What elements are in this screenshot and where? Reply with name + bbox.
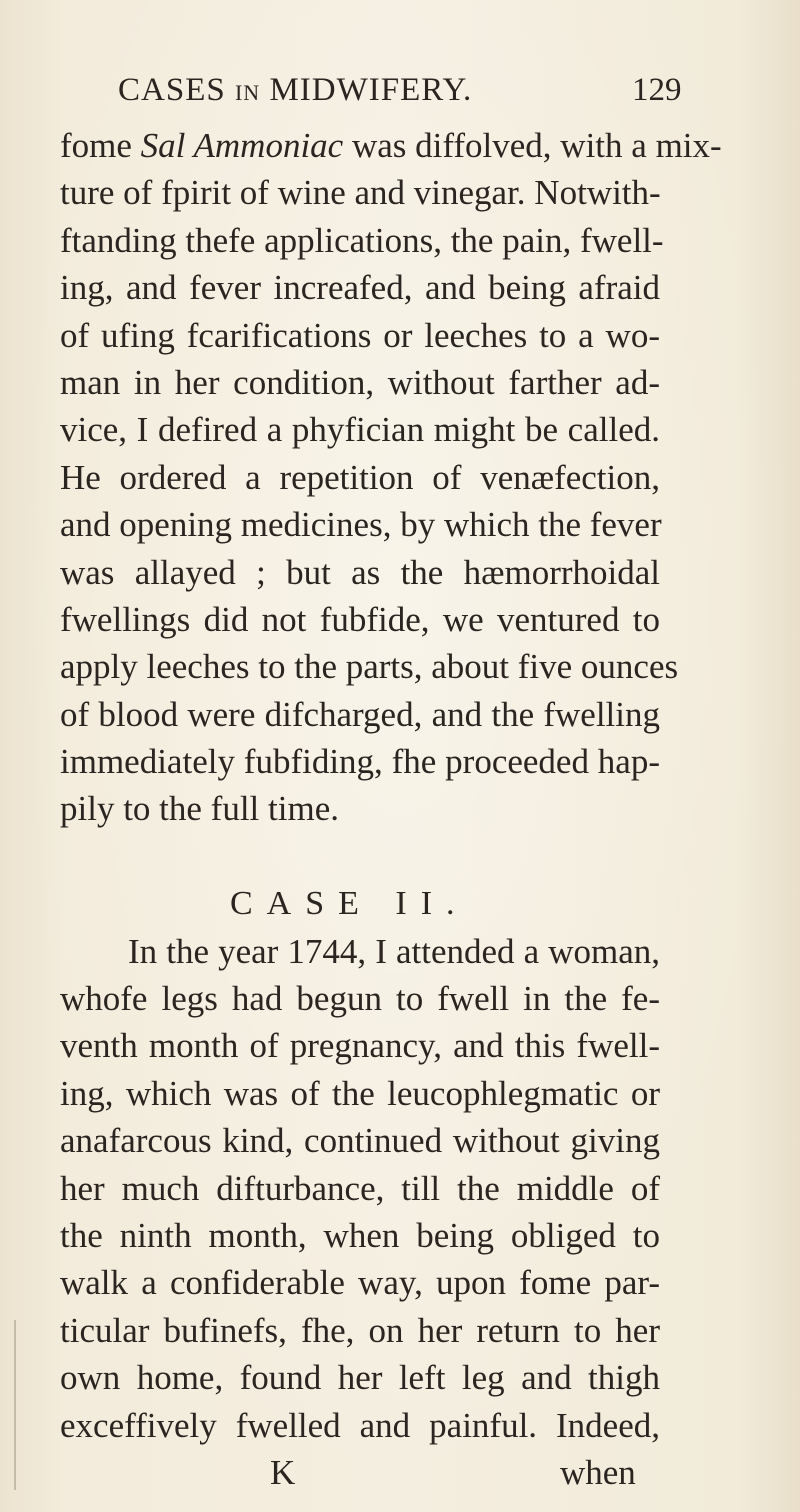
running-title-cases: CASES: [118, 72, 226, 108]
text-line: [60, 122, 722, 169]
running-title: [118, 72, 472, 109]
body-text: [60, 122, 722, 1496]
text-line: whofe legs had begun to fwell in the fe-: [60, 979, 660, 1019]
signature-mark: K: [270, 1452, 296, 1492]
text-line: her much difturbance, till the middle of: [60, 1168, 660, 1208]
text-line: was allayed ; but as the hæmorrhoidal: [60, 552, 660, 592]
text-line: anafarcous kind, continued without giving: [60, 1121, 660, 1161]
running-title-in: IN: [234, 80, 261, 105]
text-line: vice, I defired a phyfician might be called.: [60, 410, 660, 450]
text-line: of ufing fcarifications or leeches to a wo-: [60, 315, 660, 355]
page-number: 129: [632, 72, 682, 108]
text-line: ing, and fever increafed, and being afraid: [60, 268, 660, 308]
text-line-first: In the year 1744, I attended a woman,: [128, 931, 660, 971]
text-line: ticular bufinefs, fhe, on her return to her: [60, 1310, 660, 1350]
text-line: of blood were difcharged, and the fwelling: [60, 694, 660, 734]
catchword: when: [560, 1452, 636, 1492]
text-line: venth month of pregnancy, and this fwell-: [60, 1026, 660, 1066]
text-fragment: was diffolved, with a mix-: [343, 126, 722, 165]
page-header: [0, 72, 800, 122]
section-heading: CASE II.: [230, 885, 469, 923]
text-line: ture of fpirit of wine and vinegar. Notwith-: [60, 173, 661, 213]
text-line: man in her condition, without farther ad-: [60, 362, 660, 402]
text-line-last: pily to the full time.: [60, 789, 339, 829]
text-line: He ordered a repetition of venæfection,: [60, 457, 660, 497]
page-footer: [60, 1449, 660, 1496]
text-line: ftanding thefe applications, the pain, fwell-: [60, 220, 664, 260]
text-line: fwellings did not fubfide, we ventured to: [60, 599, 660, 639]
text-line: immediately fubfiding, fhe proceeded hap-: [60, 742, 660, 782]
text-line: ing, which was of the leucophlegmatic or: [60, 1073, 660, 1113]
text-line: the ninth month, when being obliged to: [60, 1215, 660, 1255]
text-fragment: fome: [60, 126, 141, 165]
text-line: and opening medicines, by which the fever: [60, 505, 662, 545]
text-line: own home, found her left leg and thigh: [60, 1358, 660, 1398]
text-line: exceffively fwelled and painful. Indeed,: [60, 1405, 660, 1445]
text-line: apply leeches to the parts, about five ounces: [60, 647, 679, 687]
page-edge-shadow: [14, 1320, 16, 1490]
text-line: walk a confiderable way, upon fome par-: [60, 1263, 660, 1303]
running-title-midwifery: MIDWIFERY.: [269, 72, 473, 108]
italic-term: Sal Ammoniac: [140, 126, 344, 165]
